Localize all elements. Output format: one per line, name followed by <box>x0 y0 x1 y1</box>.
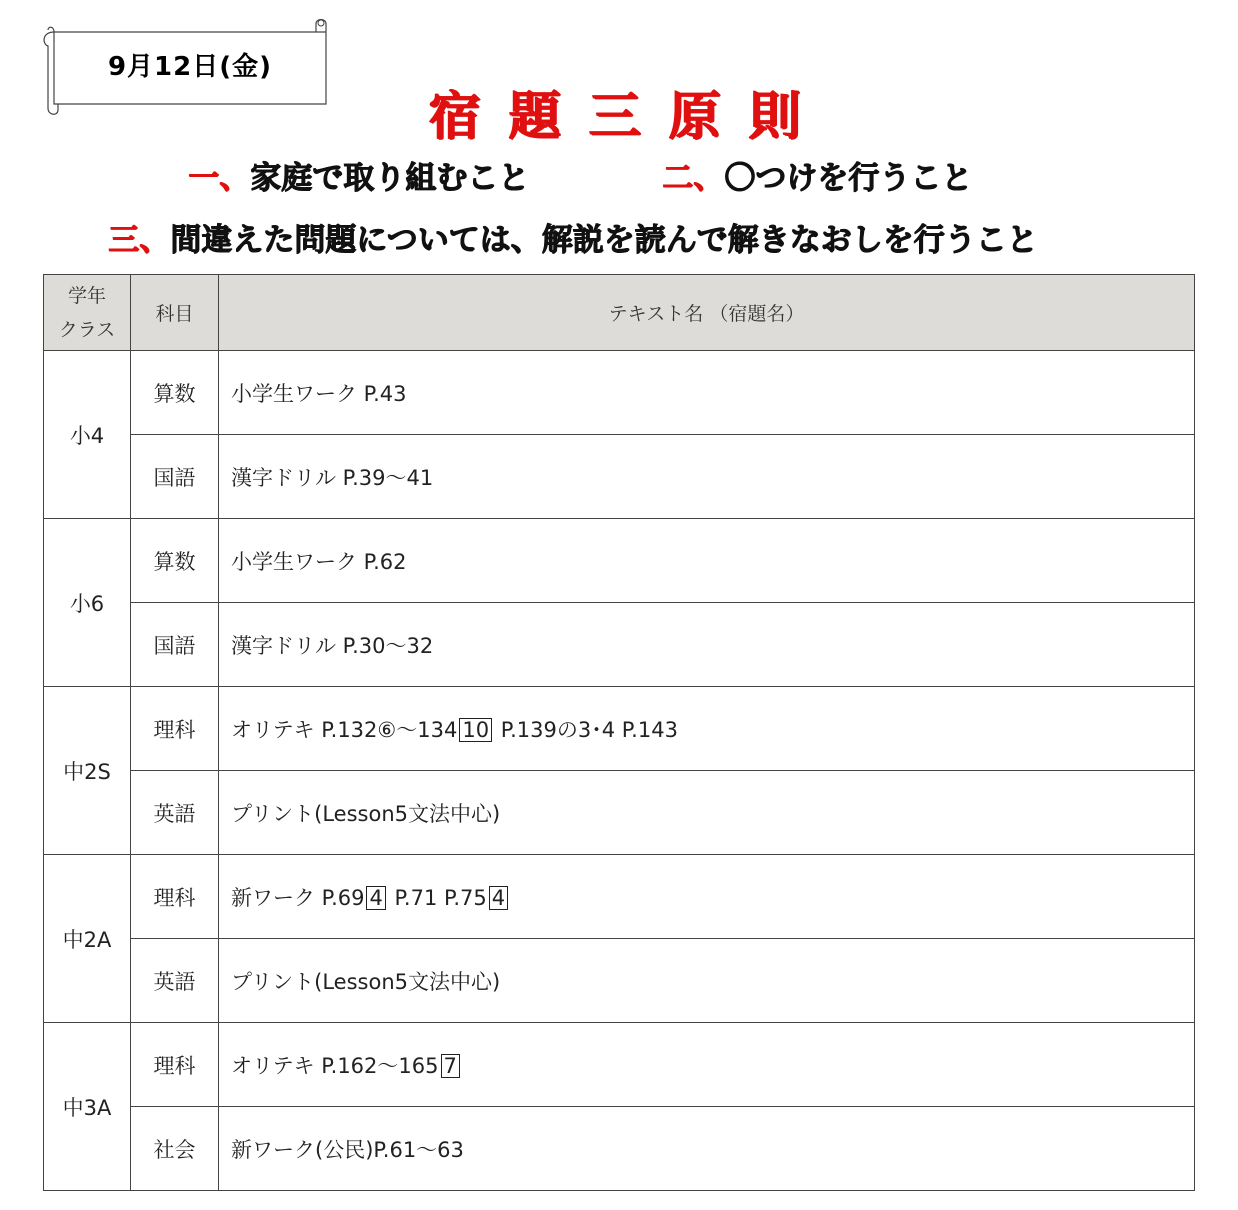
grade-cell: 小6 <box>44 519 131 687</box>
rule-3-text: 間違えた問題については、解説を読んで解きなおしを行うこと <box>170 222 1038 258</box>
rule-2-text: 〇つけを行うこと <box>724 160 972 196</box>
table-row <box>44 687 1195 771</box>
grade-cell: 中2S <box>44 687 131 855</box>
text-part: P.139の3･4 P.143 <box>494 717 678 742</box>
table-row <box>44 519 1195 603</box>
table-row <box>44 435 1195 519</box>
subject-cell: 国語 <box>131 603 219 687</box>
header-grade-line1: 学年 <box>67 284 106 307</box>
rule-2-number: 二、 <box>662 160 724 196</box>
text-cell <box>219 687 1195 771</box>
table-header-row <box>44 275 1195 351</box>
text-cell: プリント(Lesson5文法中心) <box>219 939 1195 1023</box>
text-cell <box>219 1023 1195 1107</box>
boxed-number: 7 <box>441 1054 460 1078</box>
table-row <box>44 855 1195 939</box>
text-cell: 小学生ワーク P.43 <box>219 351 1195 435</box>
text-part: オリテキ P.132 <box>231 717 378 742</box>
text-part: 新ワーク P.69 <box>231 885 365 910</box>
table-row <box>44 939 1195 1023</box>
text-cell: 漢字ドリル P.39～41 <box>219 435 1195 519</box>
boxed-number: 4 <box>366 886 385 910</box>
subject-cell: 社会 <box>131 1107 219 1191</box>
grade-cell: 小4 <box>44 351 131 519</box>
rule-3 <box>108 214 1037 259</box>
table-row <box>44 1023 1195 1107</box>
text-part: ⑥～134 <box>377 717 458 742</box>
grade-cell: 中3A <box>44 1023 131 1191</box>
table-row <box>44 603 1195 687</box>
subject-cell: 国語 <box>131 435 219 519</box>
text-cell: プリント(Lesson5文法中心) <box>219 771 1195 855</box>
text-part: オリテキ P.162～165 <box>231 1053 439 1078</box>
subject-cell: 算数 <box>131 519 219 603</box>
subject-cell: 理科 <box>131 1023 219 1107</box>
boxed-number: 4 <box>489 886 508 910</box>
header-text: テキスト名 （宿題名） <box>219 275 1195 351</box>
text-cell <box>219 855 1195 939</box>
subject-cell: 理科 <box>131 687 219 771</box>
subject-cell: 理科 <box>131 855 219 939</box>
page-title: 宿題三原則 <box>428 87 829 147</box>
subject-cell: 算数 <box>131 351 219 435</box>
rule-2 <box>662 152 972 197</box>
header-subject: 科目 <box>131 275 219 351</box>
boxed-number: 10 <box>459 718 492 742</box>
header-grade <box>44 275 131 351</box>
text-part: P.71 P.75 <box>387 885 487 910</box>
subject-cell: 英語 <box>131 939 219 1023</box>
rule-3-number: 三、 <box>108 222 170 258</box>
subject-cell: 英語 <box>131 771 219 855</box>
text-cell: 漢字ドリル P.30～32 <box>219 603 1195 687</box>
text-cell: 新ワーク(公民)P.61～63 <box>219 1107 1195 1191</box>
rule-1 <box>188 152 529 197</box>
table-row <box>44 351 1195 435</box>
date-label: 9月12日(金) <box>107 52 273 82</box>
rule-1-text: 家庭で取り組むこと <box>250 160 529 196</box>
header-grade-line2: クラス <box>58 318 116 341</box>
rule-1-number: 一、 <box>188 160 250 196</box>
text-cell: 小学生ワーク P.62 <box>219 519 1195 603</box>
homework-table <box>43 274 1195 1191</box>
table-row <box>44 1107 1195 1191</box>
table-row <box>44 771 1195 855</box>
grade-cell: 中2A <box>44 855 131 1023</box>
